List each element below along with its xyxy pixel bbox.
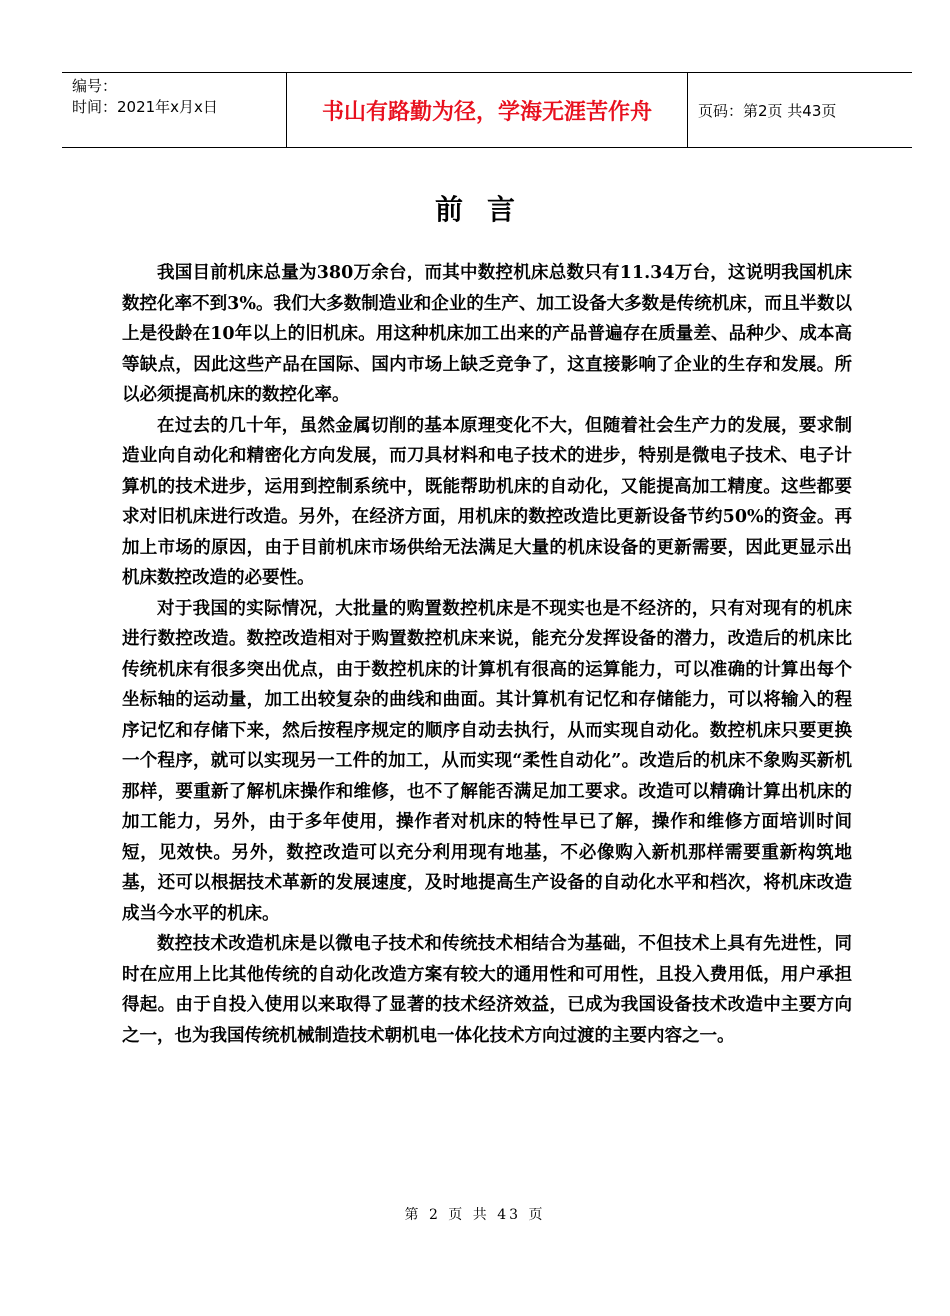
- document-body: [122, 258, 852, 1051]
- document-time-label: 时间：2021年x月x日: [72, 98, 218, 116]
- document-number-label: 编号：: [72, 77, 118, 95]
- paragraph: 在过去的几十年，虽然金属切削的基本原理变化不大，但随着社会生产力的发展，要求制造业向自动化和精密化方向发展，而刀具材料和电子技术的进步，特别是微电子技术、电子计算机的技术进步，运用到控制系统中，既能帮助机床的自动化，又能提高加工精度。这些都要求对旧机床进行改造。另外，在经济方面，用机床的数控改造比更新设备节约50%的资金。再加上市场的原因，由于目前机床市场供给无法满足大量的机床设备的更新需要，因此更显示出机床数控改造的必要性。: [122, 415, 852, 588]
- header-motto: 书山有路勤为径，学海无涯苦作舟: [286, 73, 688, 147]
- page-header: [62, 72, 912, 148]
- page-footer: 第 2 页 共 43 页: [404, 1207, 546, 1223]
- paragraph: 数控技术改造机床是以微电子技术和传统技术相结合为基础，不但技术上具有先进性，同时在应用上比其他传统的自动化改造方案有较大的通用性和可用性，且投入费用低，用户承担得起。由于自投入使用以来取得了显著的技术经济效益，已成为我国设备技术改造中主要方向之一，也为我国传统机械制造技术朝机电一体化技术方向过渡的主要内容之一。: [122, 934, 852, 1046]
- header-page-info: 页码：第2页 共43页: [698, 101, 837, 120]
- paragraph: 我国目前机床总量为380万余台，而其中数控机床总数只有11.34万台，这说明我国机床数控化率不到3%。我们大多数制造业和企业的生产、加工设备大多数是传统机床，而且半数以上是役龄在10年以上的旧机床。用这种机床加工出来的产品普遍存在质量差、品种少、成本高等缺点，因此这些产品在国际、国内市场上缺乏竞争了，这直接影响了企业的生存和发展。所以必须提高机床的数控化率。: [122, 263, 852, 405]
- paragraph: 对于我国的实际情况，大批量的购置数控机床是不现实也是不经济的，只有对现有的机床进行数控改造。数控改造相对于购置数控机床来说，能充分发挥设备的潜力，改造后的机床比传统机床有很多突出优点，由于数控机床的计算机有很高的运算能力，可以准确的计算出每个坐标轴的运动量，加工出较复杂的曲线和曲面。其计算机有记忆和存储能力，可以将输入的程序记忆和存储下来，然后按程序规定的顺序自动去执行，从而实现自动化。数控机床只要更换一个程序，就可以实现另一工件的加工，从而实现“柔性自动化”。改造后的机床不象购买新机那样，要重新了解机床操作和维修，也不了解能否满足加工要求。改造可以精确计算出机床的加工能力，另外，由于多年使用，操作者对机床的特性早已了解，操作和维修方面培训时间短，见效快。另外，数控改造可以充分利用现有地基，不必像购入新机那样需要重新构筑地基，还可以根据技术革新的发展速度，及时地提高生产设备的自动化水平和档次，将机床改造成当今水平的机床。: [122, 598, 852, 924]
- header-meta: [62, 73, 286, 147]
- page-title: 前言: [434, 193, 539, 226]
